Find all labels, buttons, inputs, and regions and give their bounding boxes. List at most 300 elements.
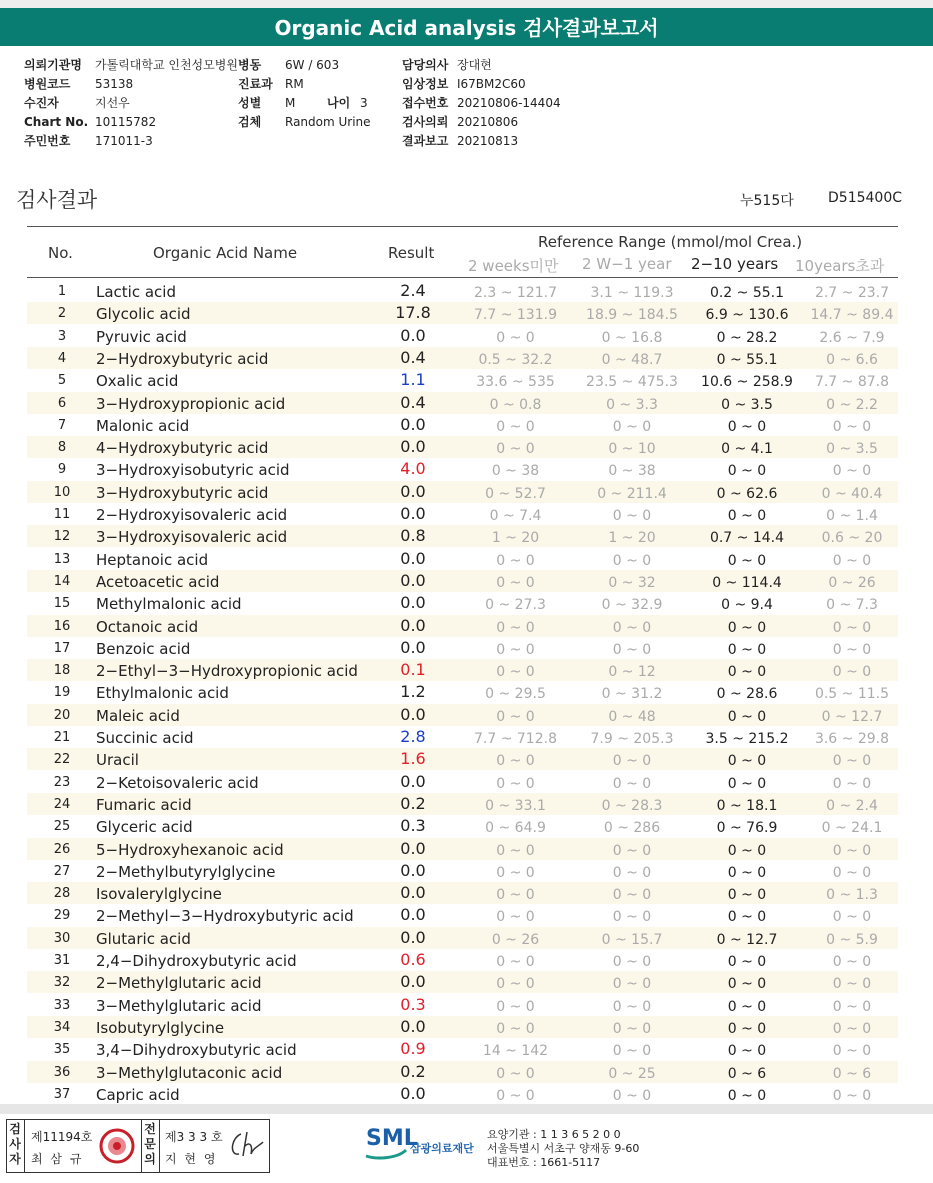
ref-range-10y: 0 ~ 0 [832, 418, 872, 435]
table-row [27, 392, 898, 414]
row-number: 33 [53, 997, 71, 1013]
acid-name: Isobutyrylglycine [96, 1018, 225, 1037]
result-value: 0.0 [400, 637, 426, 657]
info-value: 20210813 [457, 134, 519, 148]
row-number: 31 [53, 953, 71, 968]
ref-range-10y: 0 ~ 0 [832, 976, 872, 993]
ref-range-2-10y: 0 ~ 0 [727, 842, 767, 859]
row-number: 28 [53, 886, 71, 902]
ref-range-10y: 0 ~ 0 [832, 619, 872, 636]
ref-range-2weeks: 0 ~ 0 [496, 418, 535, 435]
ref-range-2-10y: 0 ~ 0 [727, 619, 767, 636]
header-result: Result [388, 244, 435, 262]
header-reference: Reference Range (mmol/mol Crea.) [538, 233, 803, 251]
age-value: 3 [360, 96, 368, 110]
ref-range-2weeks: 0 ~ 0 [496, 1020, 535, 1037]
header-sub-4: 10years초과 [795, 257, 885, 275]
acid-name: Lactic acid [96, 283, 176, 301]
table-row [27, 860, 898, 882]
ref-range-2weeks: 0.5 ~ 32.2 [478, 351, 553, 368]
acid-name: 3−Hydroxypropionic acid [96, 394, 286, 413]
ref-range-2-10y: 0 ~ 0 [727, 552, 767, 569]
info-value: I67BM2C60 [457, 77, 526, 91]
row-number: 29 [53, 908, 71, 924]
acid-name: 2,4−Dihydroxybutyric acid [96, 952, 297, 970]
info-row [402, 94, 602, 113]
ref-range-10y: 0 ~ 24.1 [821, 820, 883, 837]
ref-range-10y: 2.6 ~ 7.9 [819, 329, 885, 346]
row-number: 34 [53, 1019, 71, 1035]
result-value: 17.8 [395, 303, 431, 323]
result-value: 0.0 [400, 325, 426, 345]
table-row [27, 949, 898, 971]
table-row [27, 704, 898, 726]
ref-range-2weeks: 0 ~ 0 [496, 753, 535, 770]
info-row [238, 113, 388, 132]
result-value: 1.2 [400, 682, 426, 702]
ref-range-2weeks: 0 ~ 0 [496, 708, 535, 725]
row-number: 22 [53, 752, 71, 768]
ref-range-2-10y: 0 ~ 18.1 [716, 797, 778, 814]
ref-range-2weeks: 0 ~ 0 [496, 574, 535, 591]
table-header-rule [27, 277, 898, 278]
row-number: 15 [53, 596, 71, 612]
result-value: 0.2 [400, 793, 426, 813]
result-value: 0.0 [400, 437, 426, 457]
table-row [27, 726, 898, 748]
info-value: Random Urine [285, 115, 371, 129]
info-value: 171011-3 [95, 134, 153, 148]
ref-range-2-10y: 0 ~ 28.2 [716, 329, 778, 346]
info-value: 20210806 [457, 115, 519, 129]
ref-range-2w-1y: 0 ~ 0 [612, 1087, 652, 1104]
ref-range-2w-1y: 0 ~ 25 [608, 1065, 656, 1082]
result-value: 0.4 [400, 347, 426, 367]
footer-strip [0, 1104, 933, 1114]
acid-name: 3,4−Dihydroxybutyric acid [96, 1041, 297, 1060]
ref-range-10y: 0 ~ 7.3 [826, 597, 878, 614]
row-number: 27 [53, 863, 71, 879]
result-value: 0.0 [400, 905, 426, 925]
table-row [27, 793, 898, 815]
info-label: Chart No. [24, 115, 89, 129]
result-value: 0.8 [400, 526, 426, 546]
table-row [27, 570, 898, 592]
info-label: 결과보고 [402, 134, 449, 148]
ref-range-2weeks: 7.7 ~ 712.8 [474, 731, 557, 747]
ref-range-2w-1y: 0 ~ 12 [608, 664, 656, 681]
ref-range-10y: 0 ~ 26 [828, 574, 876, 591]
ref-range-2-10y: 3.5 ~ 215.2 [705, 731, 789, 747]
ref-range-2weeks: 0 ~ 0 [496, 954, 535, 970]
ref-range-2-10y: 6.9 ~ 130.6 [705, 307, 789, 324]
info-label: 진료과 [238, 77, 273, 91]
ref-range-2w-1y: 0 ~ 28.3 [601, 797, 663, 814]
lab-code-2: D515400C [828, 190, 902, 206]
table-row [27, 882, 898, 904]
ref-range-10y: 0 ~ 0 [832, 1087, 872, 1104]
ref-range-2-10y: 0 ~ 0 [727, 1087, 767, 1104]
table-row [27, 815, 898, 837]
ref-range-2-10y: 0 ~ 6 [727, 1065, 767, 1082]
row-number: 6 [57, 395, 67, 411]
ref-range-10y: 0 ~ 2.4 [826, 797, 878, 814]
ref-range-2w-1y: 0 ~ 15.7 [601, 931, 663, 948]
info-row [24, 94, 274, 113]
ref-range-2weeks: 0 ~ 0 [496, 775, 535, 792]
table-row [27, 458, 898, 480]
ref-range-2w-1y: 0 ~ 0 [612, 909, 652, 926]
top-strip [0, 0, 933, 8]
table-row [27, 481, 898, 503]
stamp2-name: 지 현 영 [165, 1152, 218, 1166]
divider [159, 1120, 160, 1172]
ref-range-2weeks: 0 ~ 0 [496, 976, 535, 993]
ref-range-2-10y: 0 ~ 0 [727, 708, 767, 725]
table-row [27, 302, 898, 324]
stamp1-number: 제11194호 [31, 1130, 93, 1144]
acid-name: Succinic acid [96, 729, 194, 747]
info-value: 장대현 [457, 58, 492, 72]
ref-range-10y: 0 ~ 12.7 [821, 708, 883, 725]
contact-line: 요양기관 : 1 1 3 6 5 2 0 0 [487, 1128, 621, 1141]
table-row [27, 1061, 898, 1083]
stamp-role-char: 검 [9, 1122, 21, 1136]
row-number: 9 [57, 462, 67, 478]
age-label: 나이 [327, 96, 351, 110]
result-value: 0.0 [400, 838, 426, 858]
seal-icon [99, 1128, 135, 1164]
ref-range-2weeks: 0 ~ 0 [496, 909, 535, 926]
ref-range-2w-1y: 0 ~ 48 [608, 708, 656, 725]
signature-box [6, 1119, 270, 1173]
row-number: 12 [53, 529, 71, 545]
table-row [27, 436, 898, 458]
row-number: 5 [57, 373, 67, 389]
ref-range-2weeks: 0 ~ 27.3 [485, 597, 546, 614]
info-row [24, 56, 274, 75]
table-row [27, 681, 898, 703]
row-number: 3 [57, 328, 67, 344]
ref-range-2w-1y: 0 ~ 16.8 [601, 329, 663, 346]
ref-range-2-10y: 10.6 ~ 258.9 [701, 374, 793, 391]
info-row [24, 113, 274, 132]
ref-range-10y: 0.5 ~ 11.5 [814, 686, 890, 703]
acid-name: Glycolic acid [96, 305, 191, 324]
section-title: 검사결과 [16, 188, 98, 212]
ref-range-2weeks: 0 ~ 0 [496, 641, 535, 658]
ref-range-10y: 0 ~ 0 [832, 909, 872, 926]
info-row [24, 132, 274, 151]
ref-range-10y: 0 ~ 0 [832, 1043, 872, 1060]
ref-range-2-10y: 0 ~ 0 [727, 909, 767, 926]
acid-name: Oxalic acid [96, 372, 179, 391]
table-row [27, 1083, 898, 1105]
acid-name: 2−Methylbutyrylglycine [96, 862, 276, 881]
ref-range-10y: 0.6 ~ 20 [821, 530, 883, 547]
ref-range-10y: 0 ~ 0 [832, 664, 872, 681]
ref-range-2-10y: 0 ~ 0 [727, 887, 767, 904]
table-row [27, 369, 898, 391]
row-number: 14 [53, 573, 71, 589]
ref-range-2-10y: 0 ~ 0 [727, 753, 767, 770]
ref-range-2weeks: 0 ~ 64.9 [485, 820, 546, 837]
table-row [27, 748, 898, 770]
row-number: 18 [53, 663, 71, 679]
result-value: 1.6 [400, 749, 426, 769]
stamp-role-char: 의 [144, 1152, 156, 1166]
ref-range-2w-1y: 0 ~ 0 [612, 641, 652, 658]
contact-info [487, 1128, 639, 1170]
table-top-rule [27, 226, 898, 227]
ref-range-2weeks: 33.6 ~ 535 [476, 374, 555, 391]
ref-range-2w-1y: 0 ~ 0 [612, 1043, 652, 1060]
header-sub-3: 2−10 years [691, 255, 779, 273]
row-number: 32 [53, 975, 71, 991]
ref-range-2w-1y: 0 ~ 0 [612, 842, 652, 859]
row-number: 35 [53, 1042, 71, 1058]
row-number: 19 [53, 685, 71, 701]
table-row [27, 592, 898, 614]
row-number: 16 [53, 618, 71, 634]
ref-range-2-10y: 0 ~ 9.4 [721, 597, 773, 614]
header-sub-2: 2 W−1 year [582, 255, 672, 273]
acid-name: Pyruvic acid [96, 327, 187, 346]
result-value: 0.0 [400, 972, 426, 992]
ref-range-2weeks: 2.3 ~ 121.7 [474, 285, 557, 301]
ref-range-10y: 3.6 ~ 29.8 [814, 731, 890, 747]
table-row [27, 659, 898, 681]
stamp1-role [9, 1122, 21, 1167]
ref-range-10y: 0 ~ 1.3 [826, 887, 878, 904]
ref-range-2w-1y: 0 ~ 0 [612, 508, 652, 524]
ref-range-10y: 0 ~ 0 [832, 1020, 872, 1037]
acid-name: Glyceric acid [96, 818, 193, 837]
acid-name: 2−Hydroxybutyric acid [96, 349, 269, 368]
ref-range-2weeks: 0 ~ 0 [496, 864, 535, 881]
ref-range-2w-1y: 0 ~ 38 [608, 463, 656, 480]
acid-name: 2−Hydroxyisovaleric acid [96, 506, 288, 524]
ref-range-2weeks: 0 ~ 26 [491, 931, 540, 948]
row-number: 20 [53, 707, 71, 723]
ref-range-2weeks: 0 ~ 0 [496, 619, 535, 636]
ref-range-10y: 0 ~ 0 [832, 641, 872, 658]
row-number: 7 [57, 417, 67, 433]
lab-code-1: 누515다 [740, 193, 794, 209]
table-row [27, 503, 898, 525]
ref-range-2w-1y: 0 ~ 0 [612, 998, 652, 1015]
ref-range-2w-1y: 18.9 ~ 184.5 [586, 307, 678, 324]
info-row [238, 94, 388, 113]
stamp2-number: 제3 3 3 호 [165, 1130, 223, 1144]
row-number: 21 [53, 730, 71, 745]
stamp-role-char: 문 [144, 1137, 156, 1151]
info-value: M [285, 96, 296, 110]
ref-range-10y: 0 ~ 6 [832, 1065, 872, 1082]
info-label: 접수번호 [402, 96, 449, 110]
result-value: 0.0 [400, 414, 426, 434]
ref-range-2w-1y: 0 ~ 0 [612, 552, 652, 569]
table-row [27, 994, 898, 1016]
info-row [402, 56, 602, 75]
result-value: 0.0 [400, 504, 426, 523]
ref-range-2w-1y: 0 ~ 0 [612, 887, 652, 904]
ref-range-2-10y: 0 ~ 114.4 [712, 574, 782, 591]
ref-range-2weeks: 0 ~ 0 [496, 552, 535, 569]
result-value: 2.4 [400, 281, 426, 300]
ref-range-10y: 14.7 ~ 89.4 [810, 307, 894, 324]
row-number: 26 [53, 841, 71, 857]
acid-name: Glutaric acid [96, 929, 191, 948]
stamp1-name: 최 삼 규 [31, 1152, 84, 1166]
info-label: 검사의뢰 [402, 115, 449, 129]
info-value: 6W / 603 [285, 58, 340, 72]
info-label: 성별 [238, 96, 262, 110]
result-value: 0.0 [400, 883, 426, 903]
result-value: 0.3 [400, 816, 426, 836]
ref-range-2w-1y: 0 ~ 10 [608, 441, 656, 458]
info-row [238, 56, 388, 75]
ref-range-2-10y: 0 ~ 62.6 [716, 485, 778, 502]
acid-name: Octanoic acid [96, 617, 199, 636]
info-label: 병원코드 [24, 77, 71, 91]
acid-name: 2−Methylglutaric acid [96, 974, 262, 993]
ref-range-10y: 0 ~ 1.4 [826, 508, 878, 524]
result-value: 2.8 [400, 727, 426, 746]
signature-icon [227, 1128, 265, 1162]
ref-range-2weeks: 7.7 ~ 131.9 [474, 307, 557, 324]
ref-range-2-10y: 0 ~ 55.1 [716, 351, 778, 368]
table-row [27, 325, 898, 347]
info-value: 가톨릭대학교 인천성모병원 [95, 58, 238, 72]
ref-range-2w-1y: 0 ~ 32 [608, 574, 656, 591]
result-value: 0.6 [400, 950, 426, 969]
ref-range-2w-1y: 23.5 ~ 475.3 [586, 374, 678, 391]
info-value: 53138 [95, 77, 134, 91]
row-number: 37 [53, 1086, 71, 1102]
result-value: 0.0 [400, 548, 426, 568]
ref-range-10y: 0 ~ 6.6 [826, 351, 878, 368]
header-sub-1: 2 weeks미만 [468, 257, 559, 275]
ref-range-10y: 0 ~ 3.5 [826, 441, 878, 458]
row-number: 23 [53, 774, 71, 790]
ref-range-2w-1y: 0 ~ 48.7 [601, 351, 663, 368]
result-value: 0.0 [400, 1083, 426, 1103]
ref-range-2-10y: 0 ~ 0 [727, 664, 767, 681]
ref-range-10y: 0 ~ 0 [832, 954, 872, 970]
ref-range-2-10y: 0 ~ 0 [727, 508, 767, 524]
stamp-role-char: 사 [9, 1137, 21, 1151]
ref-range-2-10y: 0 ~ 76.9 [716, 820, 778, 837]
stamp-role-char: 자 [9, 1152, 21, 1166]
ref-range-10y: 0 ~ 0 [832, 552, 872, 569]
result-value: 0.3 [400, 994, 426, 1014]
table-row [27, 1038, 898, 1060]
acid-name: Uracil [96, 751, 139, 770]
acid-name: 3−Methylglutaconic acid [96, 1063, 283, 1082]
divider [141, 1120, 142, 1172]
acid-name: 4−Hydroxybutyric acid [96, 439, 269, 458]
ref-range-2w-1y: 1 ~ 20 [608, 530, 656, 547]
logo: SML [366, 1126, 418, 1151]
info-col-2 [238, 56, 388, 132]
ref-range-2w-1y: 0 ~ 0 [612, 1020, 652, 1037]
ref-range-2w-1y: 3.1 ~ 119.3 [590, 285, 674, 301]
ref-range-2-10y: 0 ~ 0 [727, 775, 767, 792]
table-row [27, 548, 898, 570]
row-number: 25 [53, 819, 71, 835]
acid-name: Acetoacetic acid [96, 572, 220, 591]
table-row [27, 525, 898, 547]
acid-name: Malonic acid [96, 416, 190, 435]
ref-range-2w-1y: 7.9 ~ 205.3 [590, 731, 674, 747]
ref-range-2-10y: 0 ~ 0 [727, 1043, 767, 1060]
acid-name: 3−Hydroxyisobutyric acid [96, 461, 290, 480]
logo-subtitle: 삼광의료재단 [410, 1142, 474, 1155]
ref-range-2weeks: 0 ~ 0 [496, 842, 535, 859]
stamp-role-char: 전 [144, 1122, 156, 1136]
info-label: 의뢰기관명 [24, 58, 82, 72]
row-number: 2 [57, 306, 67, 322]
ref-range-10y: 0 ~ 40.4 [821, 485, 883, 502]
ref-range-2-10y: 0 ~ 0 [727, 954, 767, 970]
ref-range-10y: 0 ~ 0 [832, 864, 872, 881]
row-number: 10 [53, 484, 71, 500]
table-row [27, 637, 898, 659]
ref-range-2-10y: 0 ~ 0 [727, 1020, 767, 1037]
result-value: 0.0 [400, 1016, 426, 1036]
info-row [402, 75, 602, 94]
acid-name: Isovalerylglycine [96, 885, 222, 904]
ref-range-2weeks: 0 ~ 0 [496, 887, 535, 904]
ref-range-10y: 0 ~ 2.2 [826, 396, 878, 413]
ref-range-2-10y: 0 ~ 0 [727, 641, 767, 658]
ref-range-2w-1y: 0 ~ 0 [612, 619, 652, 636]
info-value: 지선우 [95, 96, 130, 110]
ref-range-10y: 7.7 ~ 87.8 [814, 374, 890, 391]
acid-name: 2−Methyl−3−Hydroxybutyric acid [96, 907, 354, 926]
table-row [27, 615, 898, 637]
acid-name: Capric acid [96, 1085, 180, 1104]
table-row [27, 904, 898, 926]
ref-range-2w-1y: 0 ~ 31.2 [601, 686, 663, 703]
result-value: 0.0 [400, 860, 426, 880]
acid-name: 2−Ketoisovaleric acid [96, 773, 259, 792]
ref-range-2weeks: 0 ~ 7.4 [489, 508, 542, 524]
result-value: 0.2 [400, 1061, 426, 1081]
ref-range-2-10y: 0 ~ 0 [727, 976, 767, 993]
ref-range-2-10y: 0 ~ 12.7 [716, 931, 778, 948]
ref-range-2w-1y: 0 ~ 0 [612, 954, 652, 970]
row-number: 13 [53, 551, 71, 567]
ref-range-2weeks: 0 ~ 33.1 [485, 797, 546, 814]
ref-range-2-10y: 0 ~ 0 [727, 418, 767, 435]
result-value: 0.9 [400, 1039, 426, 1059]
info-col-1 [24, 56, 274, 151]
info-value: 20210806-14404 [457, 96, 561, 110]
info-row [402, 132, 602, 151]
acid-name: Ethylmalonic acid [96, 684, 229, 703]
ref-range-2w-1y: 0 ~ 211.4 [597, 485, 667, 502]
ref-range-2weeks: 0 ~ 0 [496, 664, 535, 681]
row-number: 36 [53, 1064, 71, 1080]
ref-range-2-10y: 0 ~ 3.5 [721, 396, 773, 413]
ref-range-2weeks: 1 ~ 20 [491, 530, 540, 547]
table-row [27, 1016, 898, 1038]
stamp2-role [144, 1122, 156, 1167]
ref-range-10y: 2.7 ~ 23.7 [814, 285, 890, 301]
row-number: 1 [57, 284, 67, 299]
